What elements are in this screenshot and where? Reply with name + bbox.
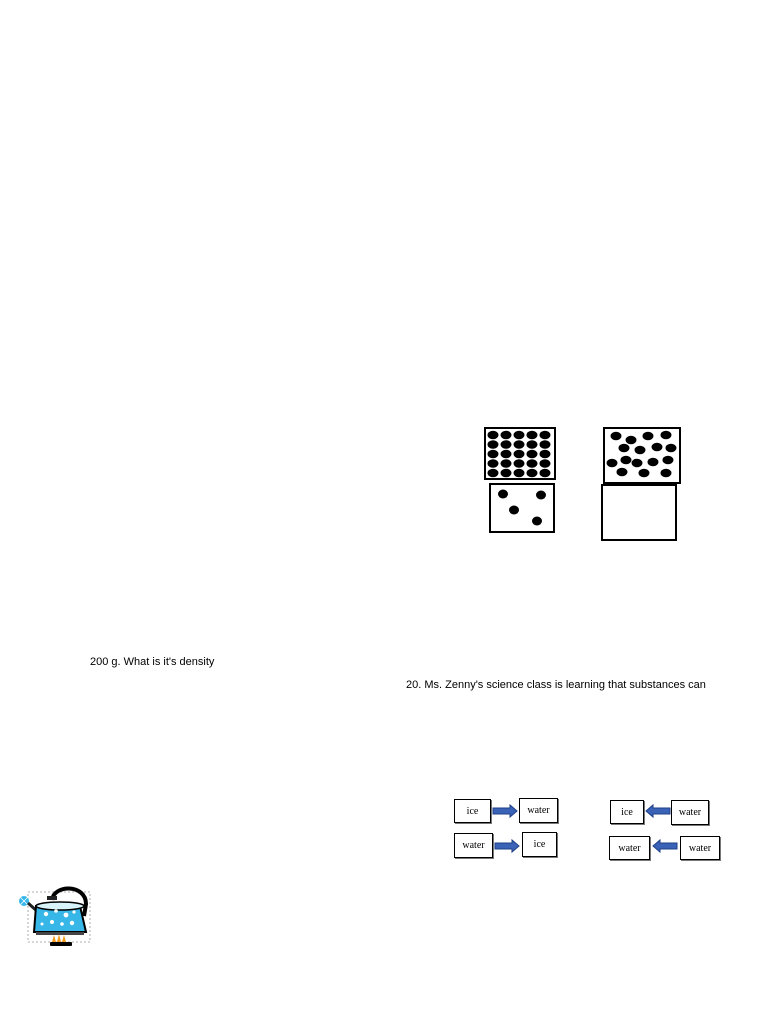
particle [632,459,643,468]
particle [540,440,551,449]
left-arrow-icon [652,840,678,852]
option-a-from-box: ice [454,799,491,823]
particle [540,431,551,440]
particle [527,459,538,468]
particle [488,469,499,478]
particle [527,440,538,449]
particle [498,490,508,499]
particle [621,456,632,465]
boiling-kettle-icon [14,884,94,950]
option-d-left-box: water [609,836,650,860]
particle [661,469,672,478]
particle [501,450,512,459]
particle [648,458,659,467]
particle [488,431,499,440]
option-b-from-box: water [454,833,493,858]
left-arrow-icon [645,805,671,817]
particle [514,459,525,468]
particle [488,440,499,449]
particle [501,431,512,440]
particle [666,444,677,453]
option-c-right-box: water [671,800,709,825]
particle [527,469,538,478]
particle [663,456,674,465]
particle [661,431,672,440]
particle [540,450,551,459]
particle [540,459,551,468]
particle [540,469,551,478]
option-a-to-box: water [519,798,558,823]
density-question-line: 200 g. What is it's density [90,656,215,668]
particle [619,444,630,453]
particle [626,436,637,445]
particle [488,459,499,468]
particle [536,491,546,500]
particle [643,432,654,441]
particle [611,432,622,441]
dense-particles [488,431,551,478]
particle [635,446,646,455]
question-20-text: 20. Ms. Zenny's science class is learning that substances can [406,679,706,691]
particle [532,517,542,526]
particle [501,459,512,468]
particle [514,431,525,440]
particle [617,468,628,477]
particle [514,440,525,449]
right-arrow-icon [492,805,518,817]
particle [501,469,512,478]
particle [527,431,538,440]
option-b-to-box: ice [522,832,557,857]
particle [501,440,512,449]
particle [514,450,525,459]
empty-particle-box [602,485,676,540]
particle [527,450,538,459]
particle [639,469,650,478]
particle [652,443,663,452]
particle [607,459,618,468]
particle [509,506,519,515]
right-arrow-icon [494,840,520,852]
particle [514,469,525,478]
option-c-left-box: ice [610,800,644,824]
option-d-right-box: water [680,836,720,860]
particle [488,450,499,459]
